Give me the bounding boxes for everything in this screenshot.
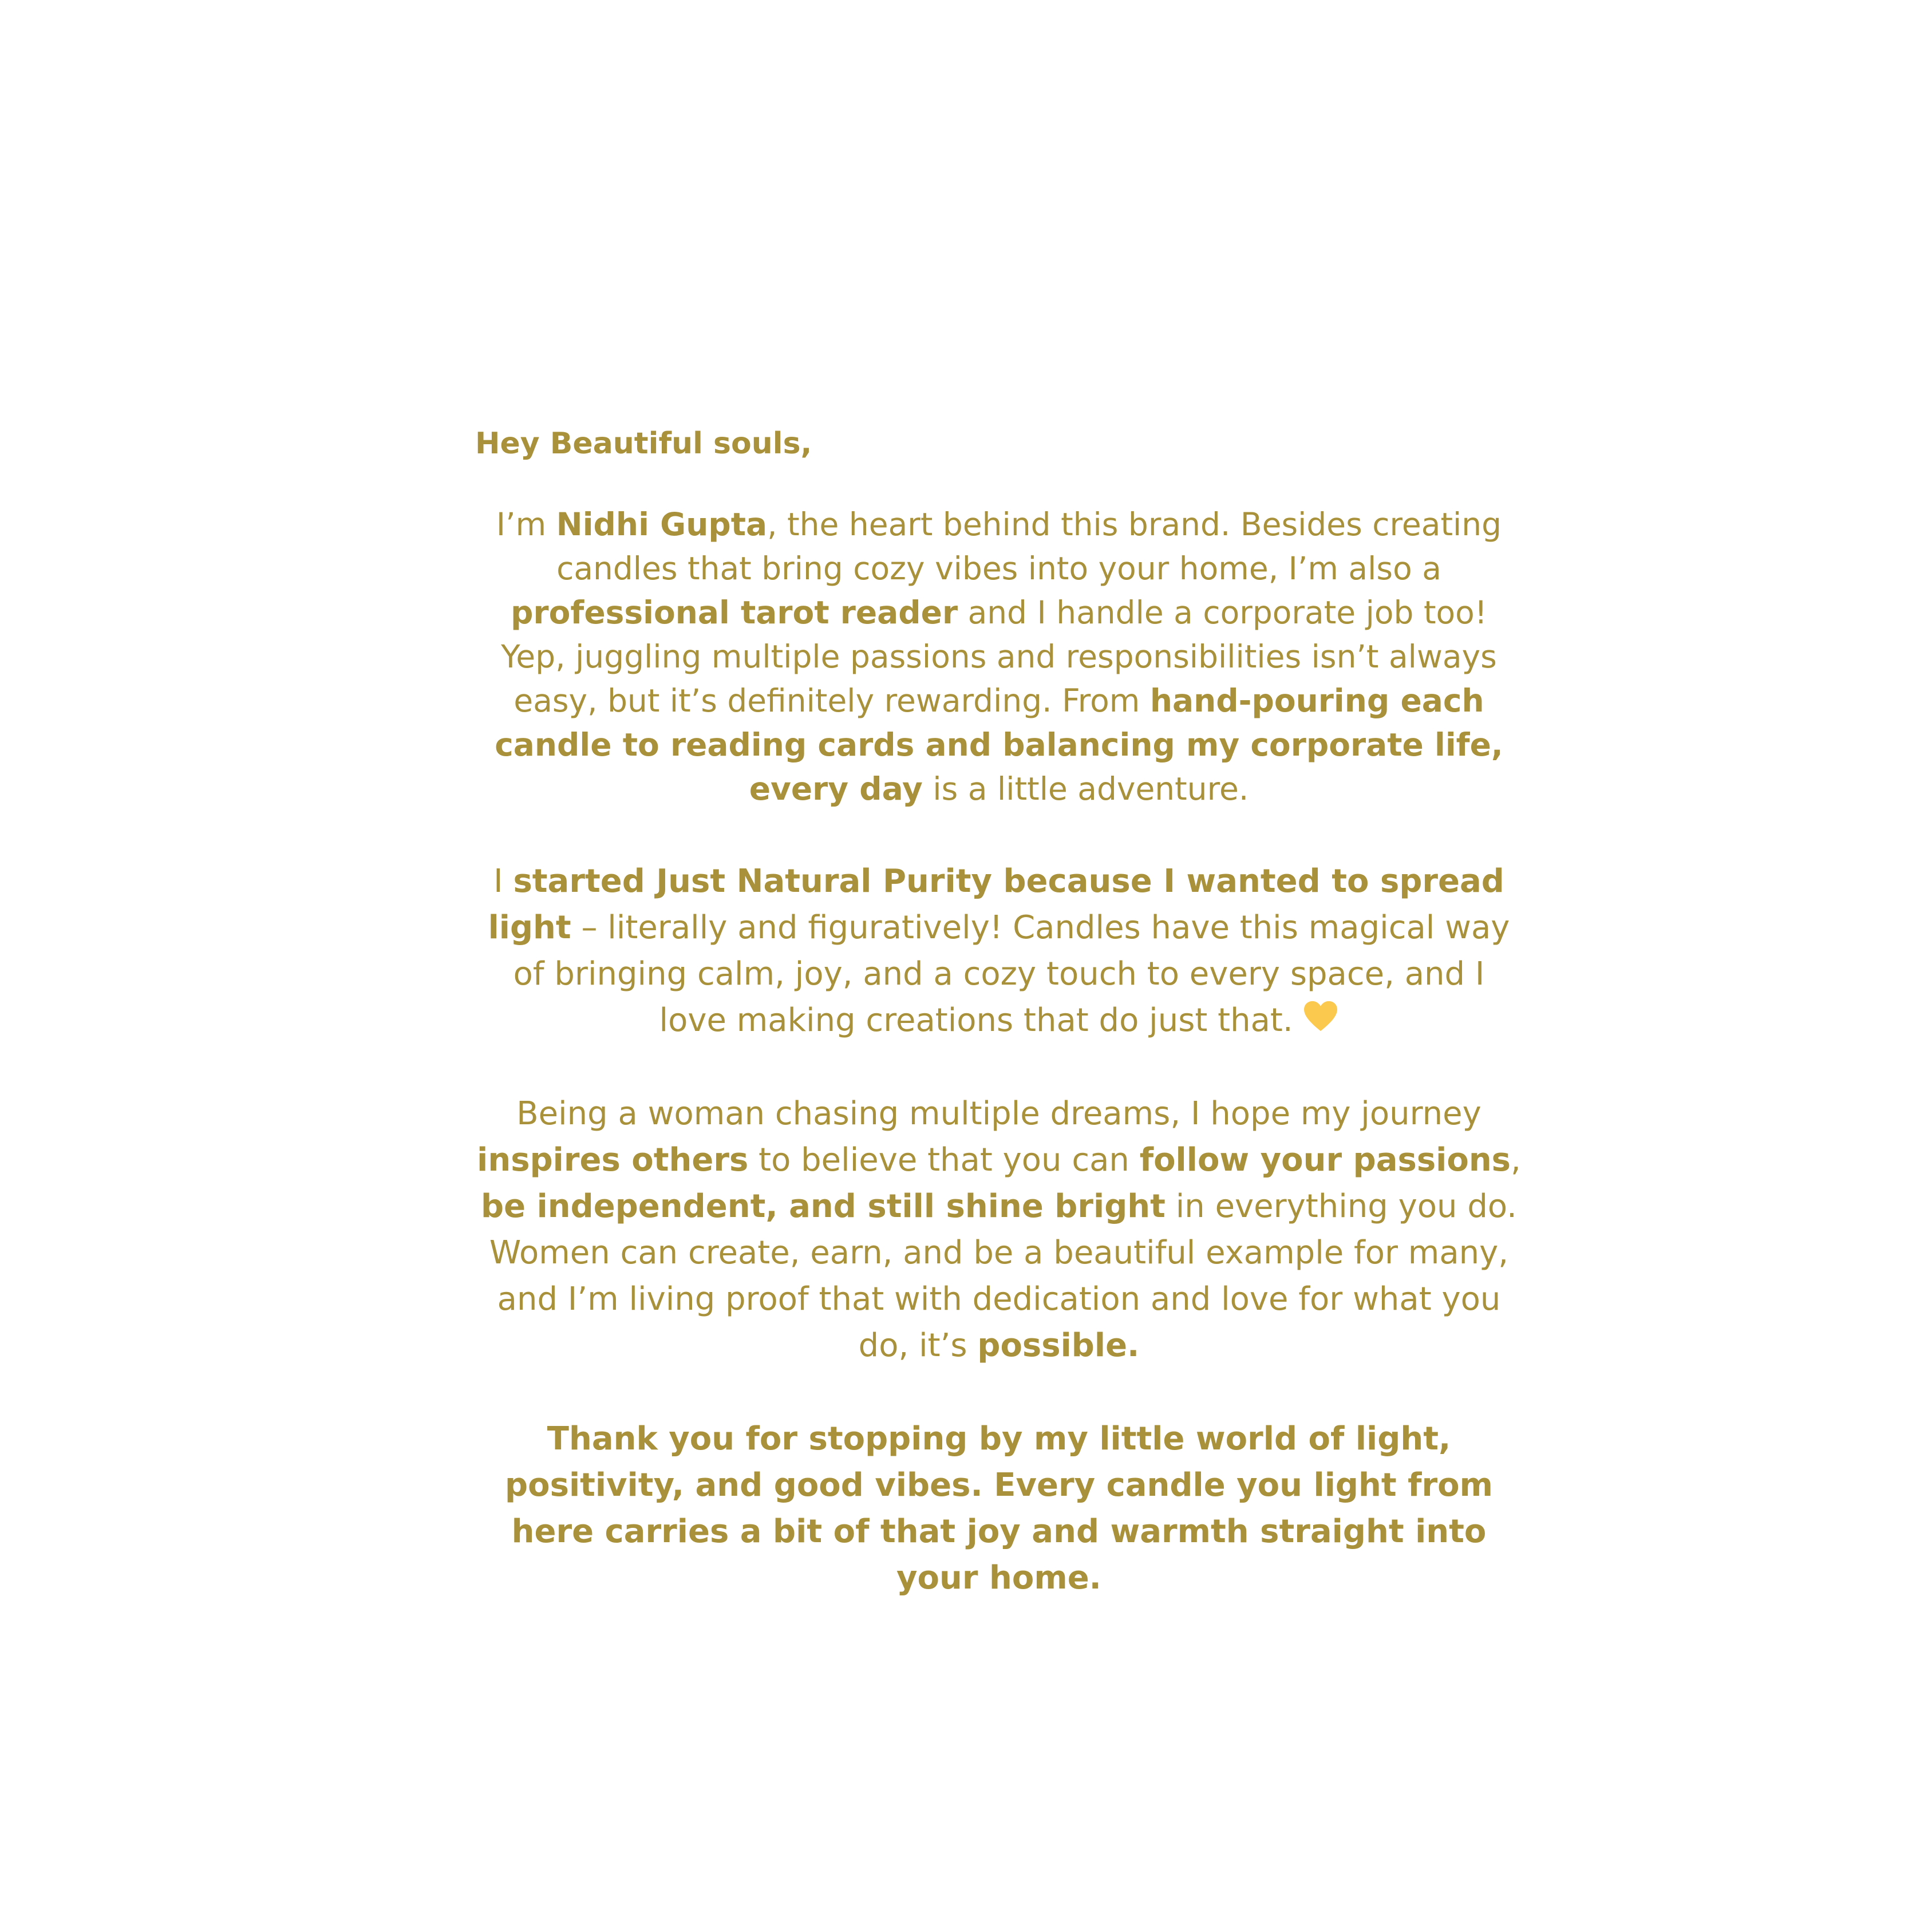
- inspires-highlight: inspires others: [477, 1141, 749, 1179]
- intro-paragraph: [475, 503, 1523, 811]
- passions-highlight: follow your passions: [1139, 1141, 1511, 1179]
- yellow-heart-icon: [1303, 1000, 1338, 1032]
- letter: [475, 418, 1523, 1601]
- text-span: to believe that you can: [748, 1141, 1140, 1179]
- tarot-highlight: professional tarot reader: [511, 594, 958, 631]
- daily-life-highlight: hand-pouring each candle to reading cards and balancing my corporate life, every day: [495, 682, 1503, 807]
- text-span: I: [493, 863, 513, 900]
- brand-highlight: started Just Natural Purity because I wanted to spread light: [488, 863, 1504, 946]
- greeting: Hey Beautiful souls,: [475, 426, 812, 461]
- text-span: and I handle a corporate job too! Yep, juggling multiple passions and responsibilities isn’t always easy, but it’s definitely rewarding. From: [501, 594, 1497, 719]
- name-highlight: Nidhi Gupta: [556, 506, 768, 543]
- brand-story-paragraph: [475, 858, 1523, 1044]
- text-span: I’m: [496, 506, 556, 543]
- text-span: ,: [1511, 1141, 1521, 1179]
- possible-highlight: possible.: [977, 1327, 1140, 1364]
- text-span: Being a woman chasing multiple dreams, I hope my journey: [516, 1095, 1481, 1132]
- text-span: – literally and figuratively! Candles have this magical way of bringing calm, joy, and a cozy touch to every space, and I love making creations that do just that.: [513, 909, 1510, 1039]
- thank-you-paragraph: Thank you for stopping by my little world of light, positivity, and good vibes. Every candle you light from here carries a bit of that joy and warmth straight into your home.: [505, 1420, 1493, 1597]
- text-span: , the heart behind this brand. Besides creating candles that bring cozy vibes into your home, I’m also a: [556, 506, 1502, 587]
- text-span: is a little adventure.: [922, 771, 1249, 807]
- independent-highlight: be independent, and still shine bright: [481, 1188, 1165, 1225]
- text-span: in everything you do. Women can create, earn, and be a beautiful example for many, and I’m living proof that with dedication and love for what you do, it’s: [489, 1188, 1517, 1364]
- inspiration-paragraph: [475, 1091, 1523, 1369]
